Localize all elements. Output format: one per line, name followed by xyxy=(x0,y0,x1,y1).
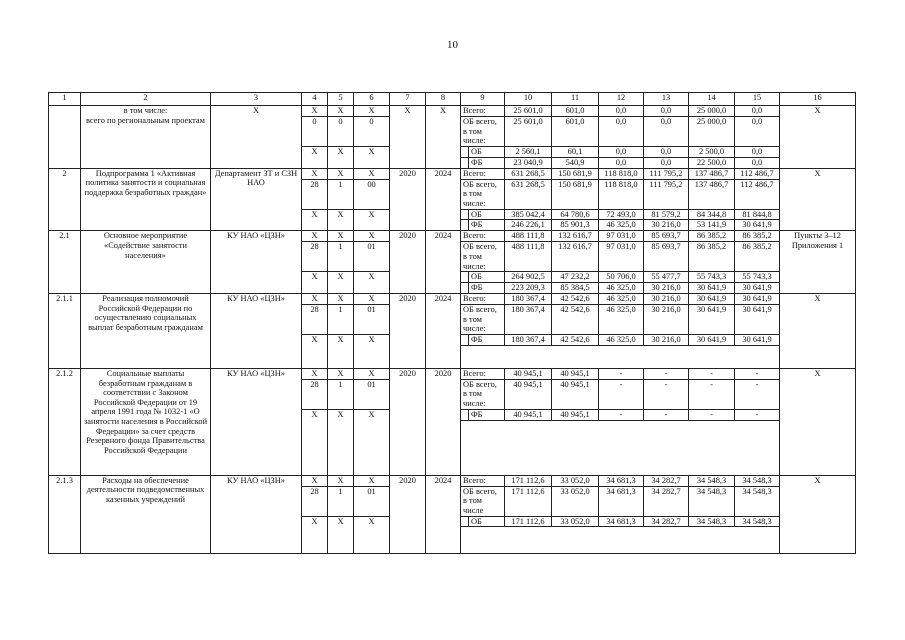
amount-cell: 0,0 xyxy=(735,146,780,157)
amount-cell: 180 367,4 xyxy=(505,304,552,334)
amount-cell: 30 216,0 xyxy=(644,334,689,345)
end-year: X xyxy=(426,106,461,169)
code-cell: 01 xyxy=(354,304,390,334)
source-label: Всего: xyxy=(461,368,505,379)
code-cell: X xyxy=(302,409,328,475)
column-header: 16 xyxy=(780,93,856,106)
code-cell: X xyxy=(328,168,354,179)
amount-cell: - xyxy=(735,368,780,379)
amount-cell: 0,0 xyxy=(599,106,644,117)
source-label: ФБ xyxy=(469,220,505,231)
amount-cell: 0,0 xyxy=(644,157,689,168)
source-label: ОБ xyxy=(469,146,505,157)
column-header: 3 xyxy=(211,93,302,106)
empty-space xyxy=(461,345,780,368)
amount-cell: 30 641,9 xyxy=(735,294,780,305)
amount-cell: 30 216,0 xyxy=(644,283,689,294)
amount-cell: 0,0 xyxy=(644,106,689,117)
code-cell: 01 xyxy=(354,242,390,272)
header-row xyxy=(49,93,856,106)
column-header: 4 xyxy=(302,93,328,106)
amount-cell: 34 548,3 xyxy=(735,486,780,516)
amount-cell: 171 112,6 xyxy=(505,475,552,486)
amount-cell: 40 945,1 xyxy=(505,409,552,420)
row-number: 2.1.2 xyxy=(49,368,81,475)
amount-cell: 0,0 xyxy=(599,146,644,157)
amount-cell: 223 209,3 xyxy=(505,283,552,294)
amount-cell: 246 226,1 xyxy=(505,220,552,231)
amount-cell: 33 052,0 xyxy=(552,486,599,516)
column-header: 14 xyxy=(689,93,735,106)
amount-cell: 40 945,1 xyxy=(552,368,599,379)
column-header: 6 xyxy=(354,93,390,106)
amount-cell: 40 945,1 xyxy=(505,379,552,409)
code-cell: X xyxy=(328,334,354,368)
end-year: 2024 xyxy=(426,294,461,369)
amount-cell: 2 500,0 xyxy=(689,146,735,157)
code-cell: X xyxy=(354,272,390,294)
code-cell: X xyxy=(302,272,328,294)
amount-cell: 33 052,0 xyxy=(552,475,599,486)
amount-cell: 150 681,9 xyxy=(552,168,599,179)
source-label: Всего: xyxy=(461,475,505,486)
amount-cell: 42 542,6 xyxy=(552,304,599,334)
amount-cell: 30 641,9 xyxy=(689,294,735,305)
start-year: 2020 xyxy=(390,475,426,554)
amount-cell: 631 268,5 xyxy=(505,179,552,209)
column-header: 13 xyxy=(644,93,689,106)
code-cell: X xyxy=(354,516,390,554)
amount-cell: 97 031,0 xyxy=(599,242,644,272)
amount-cell: 30 641,9 xyxy=(689,304,735,334)
amount-cell: 64 780,6 xyxy=(552,209,599,220)
amount-cell: 34 548,3 xyxy=(735,516,780,527)
empty-space xyxy=(461,527,780,554)
amount-cell: 85 384,5 xyxy=(552,283,599,294)
code-cell: 01 xyxy=(354,379,390,409)
amount-cell: 22 500,0 xyxy=(689,157,735,168)
code-cell: X xyxy=(328,516,354,554)
row-note: X xyxy=(780,106,856,169)
start-year: X xyxy=(390,106,426,169)
amount-cell: 40 945,1 xyxy=(552,409,599,420)
amount-cell: - xyxy=(689,409,735,420)
code-cell: X xyxy=(354,409,390,475)
column-header: 9 xyxy=(461,93,505,106)
amount-cell: 86 385,2 xyxy=(689,231,735,242)
source-label: Всего: xyxy=(461,294,505,305)
code-cell: 28 xyxy=(302,304,328,334)
code-cell: 1 xyxy=(328,304,354,334)
column-header: 12 xyxy=(599,93,644,106)
amount-cell: 55 477,7 xyxy=(644,272,689,283)
amount-cell: 112 486,7 xyxy=(735,179,780,209)
amount-cell: 86 385,2 xyxy=(735,242,780,272)
amount-cell: 601,0 xyxy=(552,116,599,146)
code-cell: X xyxy=(328,272,354,294)
amount-cell: - xyxy=(599,379,644,409)
end-year: 2024 xyxy=(426,475,461,554)
indent-cell xyxy=(461,283,469,294)
code-cell: X xyxy=(354,294,390,305)
row-note: X xyxy=(780,168,856,231)
budget-table xyxy=(48,92,856,554)
code-cell: 28 xyxy=(302,179,328,209)
source-label: ОБ всего, в том числе: xyxy=(461,116,505,146)
amount-cell: 30 641,9 xyxy=(735,334,780,345)
amount-cell: 47 232,2 xyxy=(552,272,599,283)
amount-cell: 34 282,7 xyxy=(644,516,689,527)
amount-cell: 81 579,2 xyxy=(644,209,689,220)
amount-cell: 25 601,0 xyxy=(505,116,552,146)
amount-cell: - xyxy=(644,368,689,379)
row-name: Основное мероприятие «Содействие занятости населения» xyxy=(81,231,211,294)
source-label: ФБ xyxy=(469,157,505,168)
code-cell: X xyxy=(354,368,390,379)
amount-cell: 25 000,0 xyxy=(689,116,735,146)
indent-cell xyxy=(461,220,469,231)
amount-cell: 30 216,0 xyxy=(644,304,689,334)
code-cell: 1 xyxy=(328,242,354,272)
amount-cell: 46 325,0 xyxy=(599,304,644,334)
code-cell: 1 xyxy=(328,379,354,409)
amount-cell: 488 111,8 xyxy=(505,242,552,272)
amount-cell: - xyxy=(599,409,644,420)
code-cell: 28 xyxy=(302,486,328,516)
code-cell: X xyxy=(302,475,328,486)
amount-cell: 34 681,3 xyxy=(599,486,644,516)
source-label: Всего: xyxy=(461,168,505,179)
amount-cell: 601,0 xyxy=(552,106,599,117)
amount-cell: 30 216,0 xyxy=(644,294,689,305)
executor: КУ НАО «ЦЗН» xyxy=(211,475,302,554)
amount-cell: 30 641,9 xyxy=(735,220,780,231)
amount-cell: 42 542,6 xyxy=(552,294,599,305)
row-note: Пункты 3–12 Приложения 1 xyxy=(780,231,856,294)
amount-cell: - xyxy=(689,368,735,379)
column-header: 10 xyxy=(505,93,552,106)
amount-cell: 84 344,8 xyxy=(689,209,735,220)
column-header: 7 xyxy=(390,93,426,106)
table-row xyxy=(49,475,856,486)
amount-cell: 85 693,7 xyxy=(644,231,689,242)
amount-cell: 85 693,7 xyxy=(644,242,689,272)
indent-cell xyxy=(461,334,469,345)
source-label: ОБ всего, в том числе xyxy=(461,486,505,516)
indent-cell xyxy=(461,157,469,168)
amount-cell: 0,0 xyxy=(735,106,780,117)
amount-cell: - xyxy=(689,379,735,409)
code-cell: X xyxy=(328,106,354,117)
row-name: Реализация полномочий Российской Федерации по осуществлению социальных выплат безработным гражданам xyxy=(81,294,211,369)
row-note: X xyxy=(780,294,856,369)
source-label: ОБ всего, в том числе: xyxy=(461,179,505,209)
amount-cell: 50 706,0 xyxy=(599,272,644,283)
code-cell: 28 xyxy=(302,379,328,409)
code-cell: X xyxy=(354,146,390,168)
amount-cell: 72 493,0 xyxy=(599,209,644,220)
start-year: 2020 xyxy=(390,294,426,369)
executor: КУ НАО «ЦЗН» xyxy=(211,231,302,294)
amount-cell: 0,0 xyxy=(599,116,644,146)
code-cell: X xyxy=(354,209,390,231)
amount-cell: 34 282,7 xyxy=(644,475,689,486)
amount-cell: 34 548,3 xyxy=(689,486,735,516)
code-cell: X xyxy=(302,231,328,242)
source-label: ОБ всего, в том числе: xyxy=(461,242,505,272)
amount-cell: - xyxy=(644,379,689,409)
source-label: ФБ xyxy=(469,334,505,345)
amount-cell: 53 141,9 xyxy=(689,220,735,231)
source-label: ОБ xyxy=(469,516,505,527)
row-number: 2 xyxy=(49,168,81,231)
code-cell: X xyxy=(328,209,354,231)
code-cell: 00 xyxy=(354,179,390,209)
amount-cell: 25 601,0 xyxy=(505,106,552,117)
end-year: 2024 xyxy=(426,168,461,231)
amount-cell: 118 818,0 xyxy=(599,179,644,209)
code-cell: X xyxy=(302,334,328,368)
amount-cell: 81 844,8 xyxy=(735,209,780,220)
row-name: Расходы на обеспечение деятельности подведомственных казенных учреждений xyxy=(81,475,211,554)
row-name-sub: всего по региональным проектам xyxy=(86,115,205,125)
amount-cell: 137 486,7 xyxy=(689,168,735,179)
source-label: ФБ xyxy=(469,283,505,294)
column-header: 8 xyxy=(426,93,461,106)
amount-cell: 60,1 xyxy=(552,146,599,157)
amount-cell: 34 681,3 xyxy=(599,516,644,527)
amount-cell: 385 042,4 xyxy=(505,209,552,220)
amount-cell: 46 325,0 xyxy=(599,294,644,305)
start-year: 2020 xyxy=(390,231,426,294)
code-cell: X xyxy=(328,475,354,486)
amount-cell: 150 681,9 xyxy=(552,179,599,209)
amount-cell: - xyxy=(735,379,780,409)
code-cell: X xyxy=(302,106,328,117)
source-label: ОБ xyxy=(469,272,505,283)
executor: Департамент ЗТ и СЗН НАО xyxy=(211,168,302,231)
amount-cell: 2 560,1 xyxy=(505,146,552,157)
code-cell: X xyxy=(328,368,354,379)
empty-space xyxy=(461,420,780,475)
code-cell: X xyxy=(354,334,390,368)
source-label: ОБ всего, в том числе: xyxy=(461,379,505,409)
code-cell: X xyxy=(302,368,328,379)
amount-cell: 180 367,4 xyxy=(505,294,552,305)
code-cell: X xyxy=(302,516,328,554)
table-row xyxy=(49,231,856,242)
amount-cell: 171 112,6 xyxy=(505,486,552,516)
amount-cell: 180 367,4 xyxy=(505,334,552,345)
amount-cell: 111 795,2 xyxy=(644,179,689,209)
executor: КУ НАО «ЦЗН» xyxy=(211,294,302,369)
amount-cell: 86 385,2 xyxy=(735,231,780,242)
column-header: 5 xyxy=(328,93,354,106)
code-cell: X xyxy=(328,294,354,305)
amount-cell: 111 795,2 xyxy=(644,168,689,179)
amount-cell: 0,0 xyxy=(644,116,689,146)
row-number: 2.1.1 xyxy=(49,294,81,369)
end-year: 2024 xyxy=(426,231,461,294)
start-year: 2020 xyxy=(390,168,426,231)
amount-cell: 0,0 xyxy=(735,157,780,168)
amount-cell: 30 641,9 xyxy=(735,304,780,334)
page-number: 10 xyxy=(447,39,458,51)
amount-cell: 118 818,0 xyxy=(599,168,644,179)
code-cell: X xyxy=(302,209,328,231)
code-cell: 1 xyxy=(328,486,354,516)
row-number xyxy=(49,106,81,169)
code-cell: X xyxy=(302,294,328,305)
table-row xyxy=(49,294,856,305)
amount-cell: 40 945,1 xyxy=(505,368,552,379)
code-cell: X xyxy=(328,409,354,475)
code-cell: 28 xyxy=(302,242,328,272)
code-cell: X xyxy=(328,146,354,168)
indent-cell xyxy=(461,209,469,220)
amount-cell: - xyxy=(599,368,644,379)
amount-cell: 264 902,5 xyxy=(505,272,552,283)
amount-cell: 30 641,9 xyxy=(689,283,735,294)
amount-cell: 46 325,0 xyxy=(599,334,644,345)
amount-cell: 631 268,5 xyxy=(505,168,552,179)
source-label: ОБ всего, в том числе: xyxy=(461,304,505,334)
row-name: Социальные выплаты безработным гражданам в соответствии с Законом Российской Федерации от 19 апреля 1991 года № 1032-1 «О занятости населения в Российской Федерации» за счет средств Резервного фонда Правительства Российской Федерации xyxy=(81,368,211,475)
row-name-line: в том числе: xyxy=(123,106,168,115)
indent-cell xyxy=(461,409,469,420)
code-cell: X xyxy=(354,231,390,242)
amount-cell: 23 040,9 xyxy=(505,157,552,168)
amount-cell: 97 031,0 xyxy=(599,231,644,242)
column-header: 15 xyxy=(735,93,780,106)
amount-cell: 34 548,3 xyxy=(689,475,735,486)
amount-cell: 0,0 xyxy=(735,116,780,146)
amount-cell: 488 111,8 xyxy=(505,231,552,242)
amount-cell: 30 216,0 xyxy=(644,220,689,231)
amount-cell: - xyxy=(735,409,780,420)
amount-cell: 132 616,7 xyxy=(552,242,599,272)
amount-cell: 55 743,3 xyxy=(689,272,735,283)
amount-cell: 86 385,2 xyxy=(689,242,735,272)
amount-cell: 46 325,0 xyxy=(599,283,644,294)
source-label: ФБ xyxy=(469,409,505,420)
indent-cell xyxy=(461,146,469,157)
source-label: Всего: xyxy=(461,106,505,117)
code-cell: 0 xyxy=(354,116,390,146)
amount-cell: - xyxy=(644,409,689,420)
table-row xyxy=(49,168,856,179)
code-cell: X xyxy=(302,168,328,179)
table-row xyxy=(49,368,856,379)
amount-cell: 0,0 xyxy=(599,157,644,168)
amount-cell: 137 486,7 xyxy=(689,179,735,209)
start-year: 2020 xyxy=(390,368,426,475)
amount-cell: 85 901,3 xyxy=(552,220,599,231)
code-cell: X xyxy=(354,106,390,117)
amount-cell: 46 325,0 xyxy=(599,220,644,231)
executor: X xyxy=(211,106,302,169)
row-name xyxy=(81,106,211,169)
amount-cell: 40 945,1 xyxy=(552,379,599,409)
amount-cell: 34 681,3 xyxy=(599,475,644,486)
row-note: X xyxy=(780,475,856,554)
amount-cell: 33 052,0 xyxy=(552,516,599,527)
indent-cell xyxy=(461,272,469,283)
amount-cell: 25 000,0 xyxy=(689,106,735,117)
amount-cell: 30 641,9 xyxy=(735,283,780,294)
amount-cell: 171 112,6 xyxy=(505,516,552,527)
source-label: Всего: xyxy=(461,231,505,242)
row-number: 2.1.3 xyxy=(49,475,81,554)
column-header: 2 xyxy=(81,93,211,106)
column-header: 1 xyxy=(49,93,81,106)
row-number: 2.1 xyxy=(49,231,81,294)
code-cell: 01 xyxy=(354,486,390,516)
end-year: 2020 xyxy=(426,368,461,475)
amount-cell: 112 486,7 xyxy=(735,168,780,179)
code-cell: X xyxy=(328,231,354,242)
code-cell: X xyxy=(354,475,390,486)
amount-cell: 42 542,6 xyxy=(552,334,599,345)
amount-cell: 34 548,3 xyxy=(735,475,780,486)
amount-cell: 30 641,9 xyxy=(689,334,735,345)
code-cell: 1 xyxy=(328,179,354,209)
code-cell: 0 xyxy=(328,116,354,146)
amount-cell: 34 548,3 xyxy=(689,516,735,527)
source-label: ОБ xyxy=(469,209,505,220)
amount-cell: 55 743,3 xyxy=(735,272,780,283)
code-cell: X xyxy=(354,168,390,179)
amount-cell: 132 616,7 xyxy=(552,231,599,242)
amount-cell: 540,9 xyxy=(552,157,599,168)
indent-cell xyxy=(461,516,469,527)
executor: КУ НАО «ЦЗН» xyxy=(211,368,302,475)
code-cell: X xyxy=(302,146,328,168)
amount-cell: 34 282,7 xyxy=(644,486,689,516)
table-row xyxy=(49,106,856,117)
amount-cell: 0,0 xyxy=(644,146,689,157)
code-cell: 0 xyxy=(302,116,328,146)
column-header: 11 xyxy=(552,93,599,106)
row-note: X xyxy=(780,368,856,475)
row-name: Подпрограмма 1 «Активная политика занятости и социальная поддержка безработных граждан» xyxy=(81,168,211,231)
